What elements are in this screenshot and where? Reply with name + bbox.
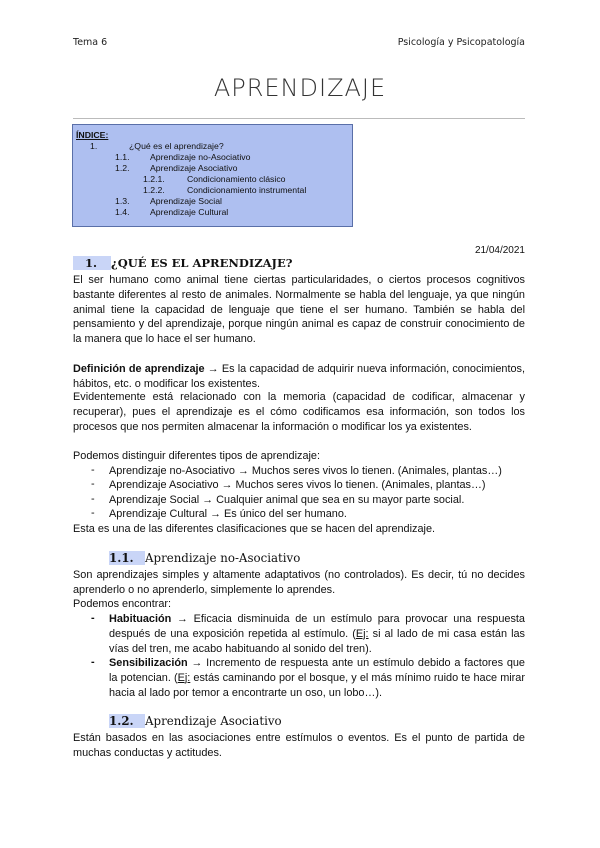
section-1-intro: El ser humano como animal tiene ciertas particularidades, o ciertos procesos cognitivos bastante diferentes al resto de animales. Normalmente se habla del lenguaje, ya que ningún animal tiene la capacidad de lenguaje que tiene el ser humano. También se habla del pensamiento y del aprendizaje, porque ningún animal es capaz de construir conocimiento de la manera que lo hace el ser humano.	[73, 274, 525, 346]
header-right: Psicología y Psicopatología	[397, 37, 525, 48]
definition-paragraph: Definición de aprendizaje → Es la capacidad de adquirir nueva información, conocimientos, hábitos, etc. o modificar los existentes.	[73, 363, 525, 390]
date: 21/04/2021	[474, 245, 525, 256]
section-1-2-intro: Están basados en las asociaciones entre estímulos o eventos. Es el punto de partida de muchas conductas y actitudes.	[73, 732, 525, 759]
section-1-2-heading: 1.2. Aprendizaje Asociativo	[109, 714, 282, 728]
bullet-dash: -	[91, 478, 95, 490]
bullet-dash: -	[91, 612, 95, 624]
list-item: Aprendizaje Cultural → Es único del ser humano.	[109, 508, 347, 520]
bullet-dash: -	[91, 656, 95, 668]
bullet-dash: -	[91, 507, 95, 519]
types-outro: Esta es una de las diferentes clasificaciones que se hacen del aprendizaje.	[73, 523, 436, 535]
list-item: Aprendizaje Social → Cualquier animal que sea en su mayor parte social.	[109, 494, 465, 506]
header-left: Tema 6	[73, 37, 108, 48]
title-rule	[73, 118, 525, 119]
types-intro: Podemos distinguir diferentes tipos de aprendizaje:	[73, 450, 321, 462]
list-item: Aprendizaje Asociativo → Muchos seres vivos lo tienen. (Animales, plantas…)	[109, 479, 486, 491]
list-item: Aprendizaje no-Asociativo → Muchos seres vivos lo tienen. (Animales, plantas…)	[109, 465, 502, 477]
bullet-dash: -	[91, 464, 95, 476]
page-title: APRENDIZAJE	[213, 74, 387, 102]
memory-paragraph: Evidentemente está relacionado con la memoria (capacidad de codificar, almacenar y recuperar), pues el aprendizaje es el cómo codificamos esa información, son todos los procesos que nos permiten almacenar la información o modificar los ya existentes.	[73, 391, 525, 433]
section-1-1-heading: 1.1. Aprendizaje no-Asociativo	[109, 551, 301, 565]
section-1-1-find: Podemos encontrar:	[73, 598, 172, 610]
list-item-habituacion: Habituación → Eficacia disminuida de un estímulo para provocar una respuesta después de una exposición repetida al estímulo. (Ej: si al lado de mi casa están las vías del tren, me acabo habituando al sonido del tren).	[109, 613, 526, 655]
definition-label: Definición de aprendizaje	[73, 363, 205, 375]
section-1-1-intro: Son aprendizajes simples y altamente adaptativos (no controlados). Es decir, tú no decides aprenderlo o no aprenderlo, simplemente lo aprendes.	[73, 569, 525, 596]
list-item-sensibilizacion: Sensibilización → Incremento de respuesta ante un estímulo debido a factores que la potencian. (Ej: estás caminando por el bosque, y el más mínimo ruido te hace mirar hacia al lado por temor a encontrarte un oso, un lobo…).	[109, 657, 525, 699]
bullet-dash: -	[91, 493, 95, 505]
table-of-contents: ÍNDICE: 1. ¿Qué es el aprendizaje? 1.1. Aprendizaje no-Asociativo 1.2. Aprendizaje Asociativo 1.2.1. Condicionamiento clásico 1.2.2. Condicionamiento instrumental 1.3. Aprendizaje Social 1.4. Aprendizaje Cultural	[72, 124, 353, 227]
toc-heading: ÍNDICE:	[76, 130, 109, 140]
section-1-heading: 1. ¿QUÉ ES EL APRENDIZAJE?	[73, 256, 293, 270]
